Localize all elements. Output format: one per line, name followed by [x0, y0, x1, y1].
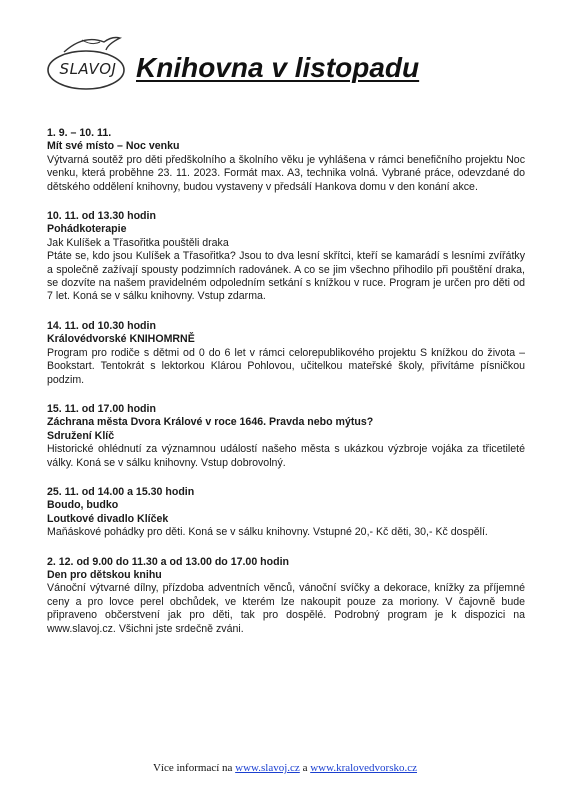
event-item: [47, 320, 525, 387]
event-organizer: Sdružení Klíč: [47, 429, 115, 442]
event-date: 2. 12. od 9.00 do 11.30 a od 13.00 do 17.00 hodin: [47, 555, 289, 568]
event-title: Den pro dětskou knihu: [47, 568, 162, 581]
event-description: Maňáskové pohádky pro děti. Koná se v sálku knihovny. Vstupné 20,- Kč děti, 30,- Kč dospělí.: [47, 526, 488, 539]
event-item: [47, 403, 525, 470]
event-description: Historické ohlédnutí za významnou událostí našeho města s ukázkou výzbroje vojáka za třicetileté války. Koná se v sálku knihovny. Vstup dobrovolný.: [47, 443, 525, 469]
page-title: Knihovna v listopadu: [136, 52, 420, 83]
event-date: 14. 11. od 10.30 hodin: [47, 319, 156, 332]
event-date: 25. 11. od 14.00 a 15.30 hodin: [47, 485, 195, 498]
event-date: 10. 11. od 13.30 hodin: [47, 210, 156, 223]
footer-conjunction: a: [302, 762, 308, 774]
event-item: [47, 127, 525, 194]
footer-prefix: Více informací na: [152, 762, 233, 774]
event-title: Mít své místo – Noc venku: [47, 140, 180, 153]
event-organizer: Loutkové divadlo Klíček: [47, 512, 169, 525]
event-item: [47, 486, 525, 540]
event-description: Program pro rodiče s dětmi od 0 do 6 let v rámci celorepublikového projektu S knížkou do života – Bookstart. Tentokrát s lektorkou Klárou Pohlovou, učitelkou mateřské školy, přivítáme písničkou podzim.: [47, 346, 525, 386]
event-title: Pohádkoterapie: [47, 223, 127, 236]
event-date: 1. 9. – 10. 11.: [47, 127, 112, 139]
kralovedvorsko-link[interactable]: www.kralovedvorsko.cz: [310, 762, 418, 774]
event-description: Ptáte se, kdo jsou Kulíšek a Třasořitka? Jsou to dva lesní skřítci, kteří se kamarádí s lesními zvířátky a společně zažívají spousty podzimních radovánek. A co se jim všechno přihodilo při pouštění draka, se dozvíte na našem pravidelném odpoledním setkání s knížkou v ruce. Program je určen pro děti od 7 let. Koná se v sálku knihovny. Vstup zdarma.: [47, 250, 525, 303]
slavoj-logo: [42, 32, 134, 98]
event-item: [47, 210, 525, 304]
event-date: 15. 11. od 17.00 hodin: [47, 402, 156, 415]
slavoj-link[interactable]: www.slavoj.cz: [235, 762, 300, 774]
event-description: Vánoční výtvarné dílny, přízdoba adventních věnců, vánoční svíčky a dekorace, knížky za příjemné ceny a pro lovce perel obchůdek, ve kterém lze nakoupit pouze za moriony. V čajovně bude připraveno občerstvení jak pro děti, tak pro dospělé. Podrobný program je k dispozici na www.slavoj.cz. Všichni jste srdečně zváni.: [47, 582, 525, 635]
event-list: [47, 127, 525, 652]
event-description: Výtvarná soutěž pro děti předškolního a školního věku je vyhlášena v rámci benefičního projektu Noc venku, která proběhne 23. 11. 2023. Formát max. A3, technika volná. Vybrané práce, odevzdané do dětského oddělení knihovny, budou vystaveny v předsálí Hankova domu v den konání akce.: [47, 153, 525, 193]
header: [42, 32, 542, 102]
event-title: Záchrana města Dvora Králové v roce 1646. Pravda nebo mýtus?: [47, 416, 374, 429]
event-item: [47, 556, 525, 636]
logo-text: SLAVOJ: [59, 60, 117, 78]
event-subtitle: Jak Kulíšek a Třasořitka pouštěli draka: [47, 236, 229, 249]
event-title: Královédvorské KNIHOMRNĚ: [47, 333, 195, 346]
event-title: Boudo, budko: [47, 499, 119, 512]
footer: [0, 762, 570, 774]
